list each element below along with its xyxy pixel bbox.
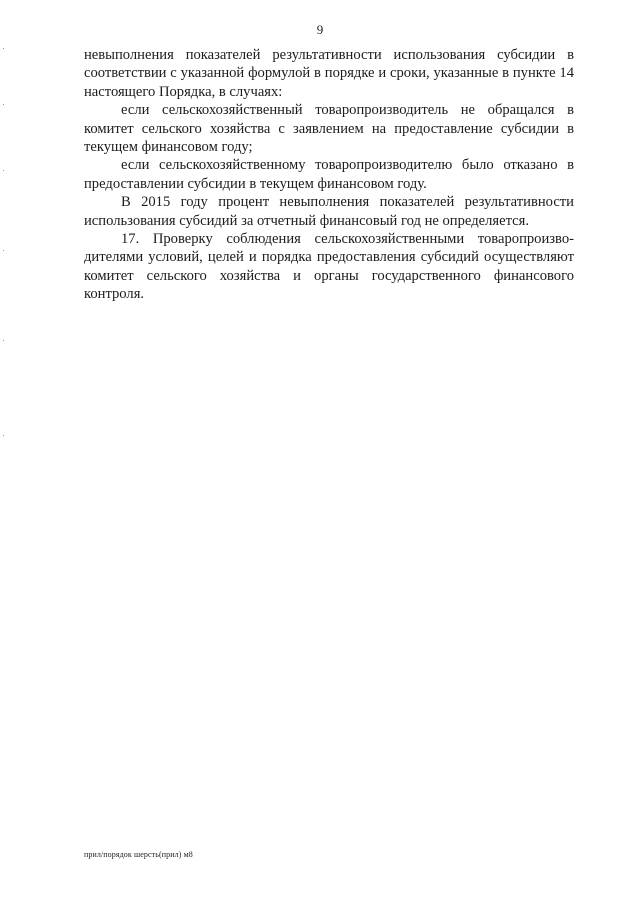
paragraph-case-no-application: если сельскохозяйственный товаропроизводитель не обращался в комитет сельского хозяйства с заявлением на предоставление субсидии в текущем финансовом году; xyxy=(84,102,574,156)
paragraph-continuation: невыполнения показателей результативности использования субсидии в соответствии с указанной формулой в порядке и сроки, указанные в пункте 14 настоящего Порядка, в случаях: xyxy=(84,47,574,100)
footer-file-code: прил/порядок шерсть(прил) м8 xyxy=(84,850,193,859)
paragraph-17-inspection: 17. Проверку соблюдения сельскохозяйственными товаропроизво-дителями условий, целей и порядка предоставления субсидий осуществляют комитет сельского хозяйства и органы государственного финансового контроля. xyxy=(84,231,574,303)
document-body xyxy=(84,46,574,304)
page-number: 9 xyxy=(316,22,324,37)
paragraph-case-refused: если сельскохозяйственному товаропроизводителю было отказано в предоставлении субсидии в текущем финансовом году. xyxy=(84,157,574,192)
scan-margin-specks xyxy=(3,40,5,500)
paragraph-2015-exemption: В 2015 году процент невыполнения показателей результативности использования субсидий за отчетный финансовый год не определяется. xyxy=(84,194,574,229)
